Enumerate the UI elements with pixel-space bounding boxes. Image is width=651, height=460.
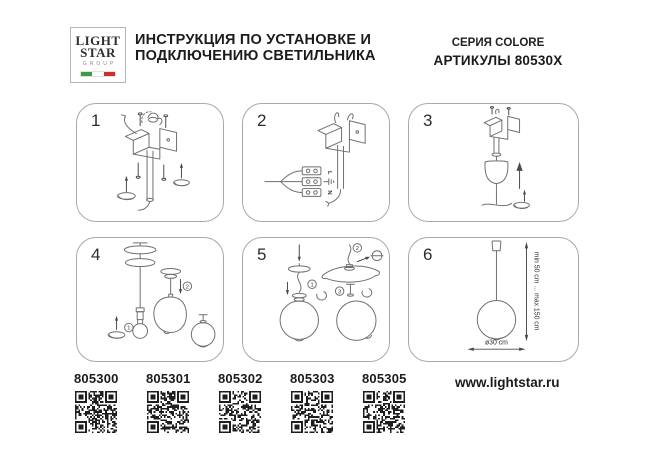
article-column (146, 371, 190, 438)
cord-pendant-icon (124, 243, 155, 320)
shade-top-detail (322, 245, 379, 282)
panel-2-illustration (243, 104, 389, 221)
cord-icon (298, 272, 301, 292)
globe-icon (280, 301, 318, 341)
step-2-number: 2 (355, 246, 359, 253)
diameter-dimension (467, 339, 525, 351)
step-1-number: 1 (310, 282, 314, 289)
panel-5 (242, 237, 390, 362)
panel-number: 1 (91, 111, 101, 130)
down-arrow-icon (179, 279, 182, 294)
earth-icon (324, 179, 334, 185)
logo-star: STAR (80, 45, 116, 60)
article-column (74, 371, 118, 438)
series-label: СЕРИЯ COLORE (451, 37, 545, 49)
hook-piece-icon-2 (362, 289, 372, 297)
down-arrow-icon-2 (286, 282, 289, 295)
article-column (362, 371, 406, 438)
height-dimension (525, 242, 540, 341)
small-globe-icon (191, 315, 215, 347)
diameter-label: ø30 cm (484, 339, 508, 347)
canopy-icon (485, 137, 508, 188)
qr-code (219, 391, 261, 433)
step-1-badge (308, 280, 316, 288)
panel-6-illustration (409, 238, 578, 361)
title-line-2: ПОДКЛЮЧЕНИЮ СВЕТИЛЬНИКА (135, 47, 376, 64)
article-column (290, 371, 334, 438)
website-url: www.lightstar.ru (455, 375, 560, 390)
article-column (218, 371, 262, 438)
qr-code (291, 391, 333, 433)
qr-code (147, 391, 189, 433)
globe-icon (477, 300, 515, 339)
terminal-neutral-label: N (325, 190, 332, 195)
article-number: 805302 (218, 371, 263, 386)
bulb-icon (133, 320, 148, 339)
height-range-label: min 50 cm ... max 150 cm (532, 251, 540, 331)
panel-number: 4 (91, 245, 101, 264)
ceiling-hook-icon (142, 112, 162, 125)
bracket-rod-icon (318, 113, 365, 206)
terminal-block-icon (265, 167, 334, 196)
panel-2 (242, 103, 390, 222)
anchor-icon (108, 316, 125, 338)
panel-1-illustration (77, 104, 223, 221)
bracket-icon (484, 109, 519, 139)
screw-pin-icon (347, 284, 355, 296)
qr-code (363, 391, 405, 433)
panel-5-illustration (243, 238, 389, 361)
italian-flag-icon (80, 71, 116, 77)
logo-group: GROUP (82, 61, 117, 67)
title-line-1: ИНСТРУКЦИЯ ПО УСТАНОВКЕ И (135, 32, 372, 48)
arrow-right-icon (357, 257, 370, 262)
lightstar-logo (70, 27, 126, 83)
mounting-bracket-icon (121, 115, 176, 210)
step-2-badge (183, 282, 191, 290)
header-right (433, 37, 563, 68)
article-number: 805300 (74, 371, 119, 386)
step-1-badge (125, 323, 133, 331)
page-title (135, 33, 376, 64)
panel-number: 3 (423, 111, 433, 130)
panel-1 (76, 103, 224, 222)
logo-light: LIGHT (75, 33, 121, 48)
up-arrow-icon (516, 162, 522, 189)
screw-icons (490, 107, 510, 115)
panel-number: 2 (257, 111, 267, 130)
panel-number: 6 (423, 245, 433, 264)
slotted-screw-icon (371, 251, 383, 261)
step-1-number: 1 (127, 325, 131, 332)
globe-icon-2 (337, 301, 376, 340)
panel-6 (408, 237, 579, 362)
screw-icons (136, 113, 167, 180)
articles-label: АРТИКУЛЫ 80530X (433, 53, 563, 68)
panel-3-illustration (409, 104, 578, 221)
step-3-number: 3 (338, 289, 342, 296)
article-number: 805301 (146, 371, 191, 386)
hook-piece-icon (317, 292, 327, 300)
article-number: 805303 (290, 371, 335, 386)
article-number: 805305 (362, 371, 407, 386)
qr-code (75, 391, 117, 433)
cord-and-ring-icon (482, 190, 529, 209)
panel-4 (76, 237, 224, 362)
step-2-badge (353, 244, 361, 252)
collar-icon (292, 293, 306, 301)
step-2-number: 2 (185, 284, 189, 291)
ceiling-cap-icon (492, 241, 501, 251)
panel-4-illustration (77, 238, 223, 361)
shade-icon (154, 269, 187, 334)
canopy-icon (288, 264, 310, 273)
panel-3 (408, 103, 579, 222)
down-arrow-icon (298, 245, 301, 262)
terminal-live-label: L (325, 171, 332, 175)
step-3-badge (335, 287, 343, 295)
panel-number: 5 (257, 245, 267, 264)
